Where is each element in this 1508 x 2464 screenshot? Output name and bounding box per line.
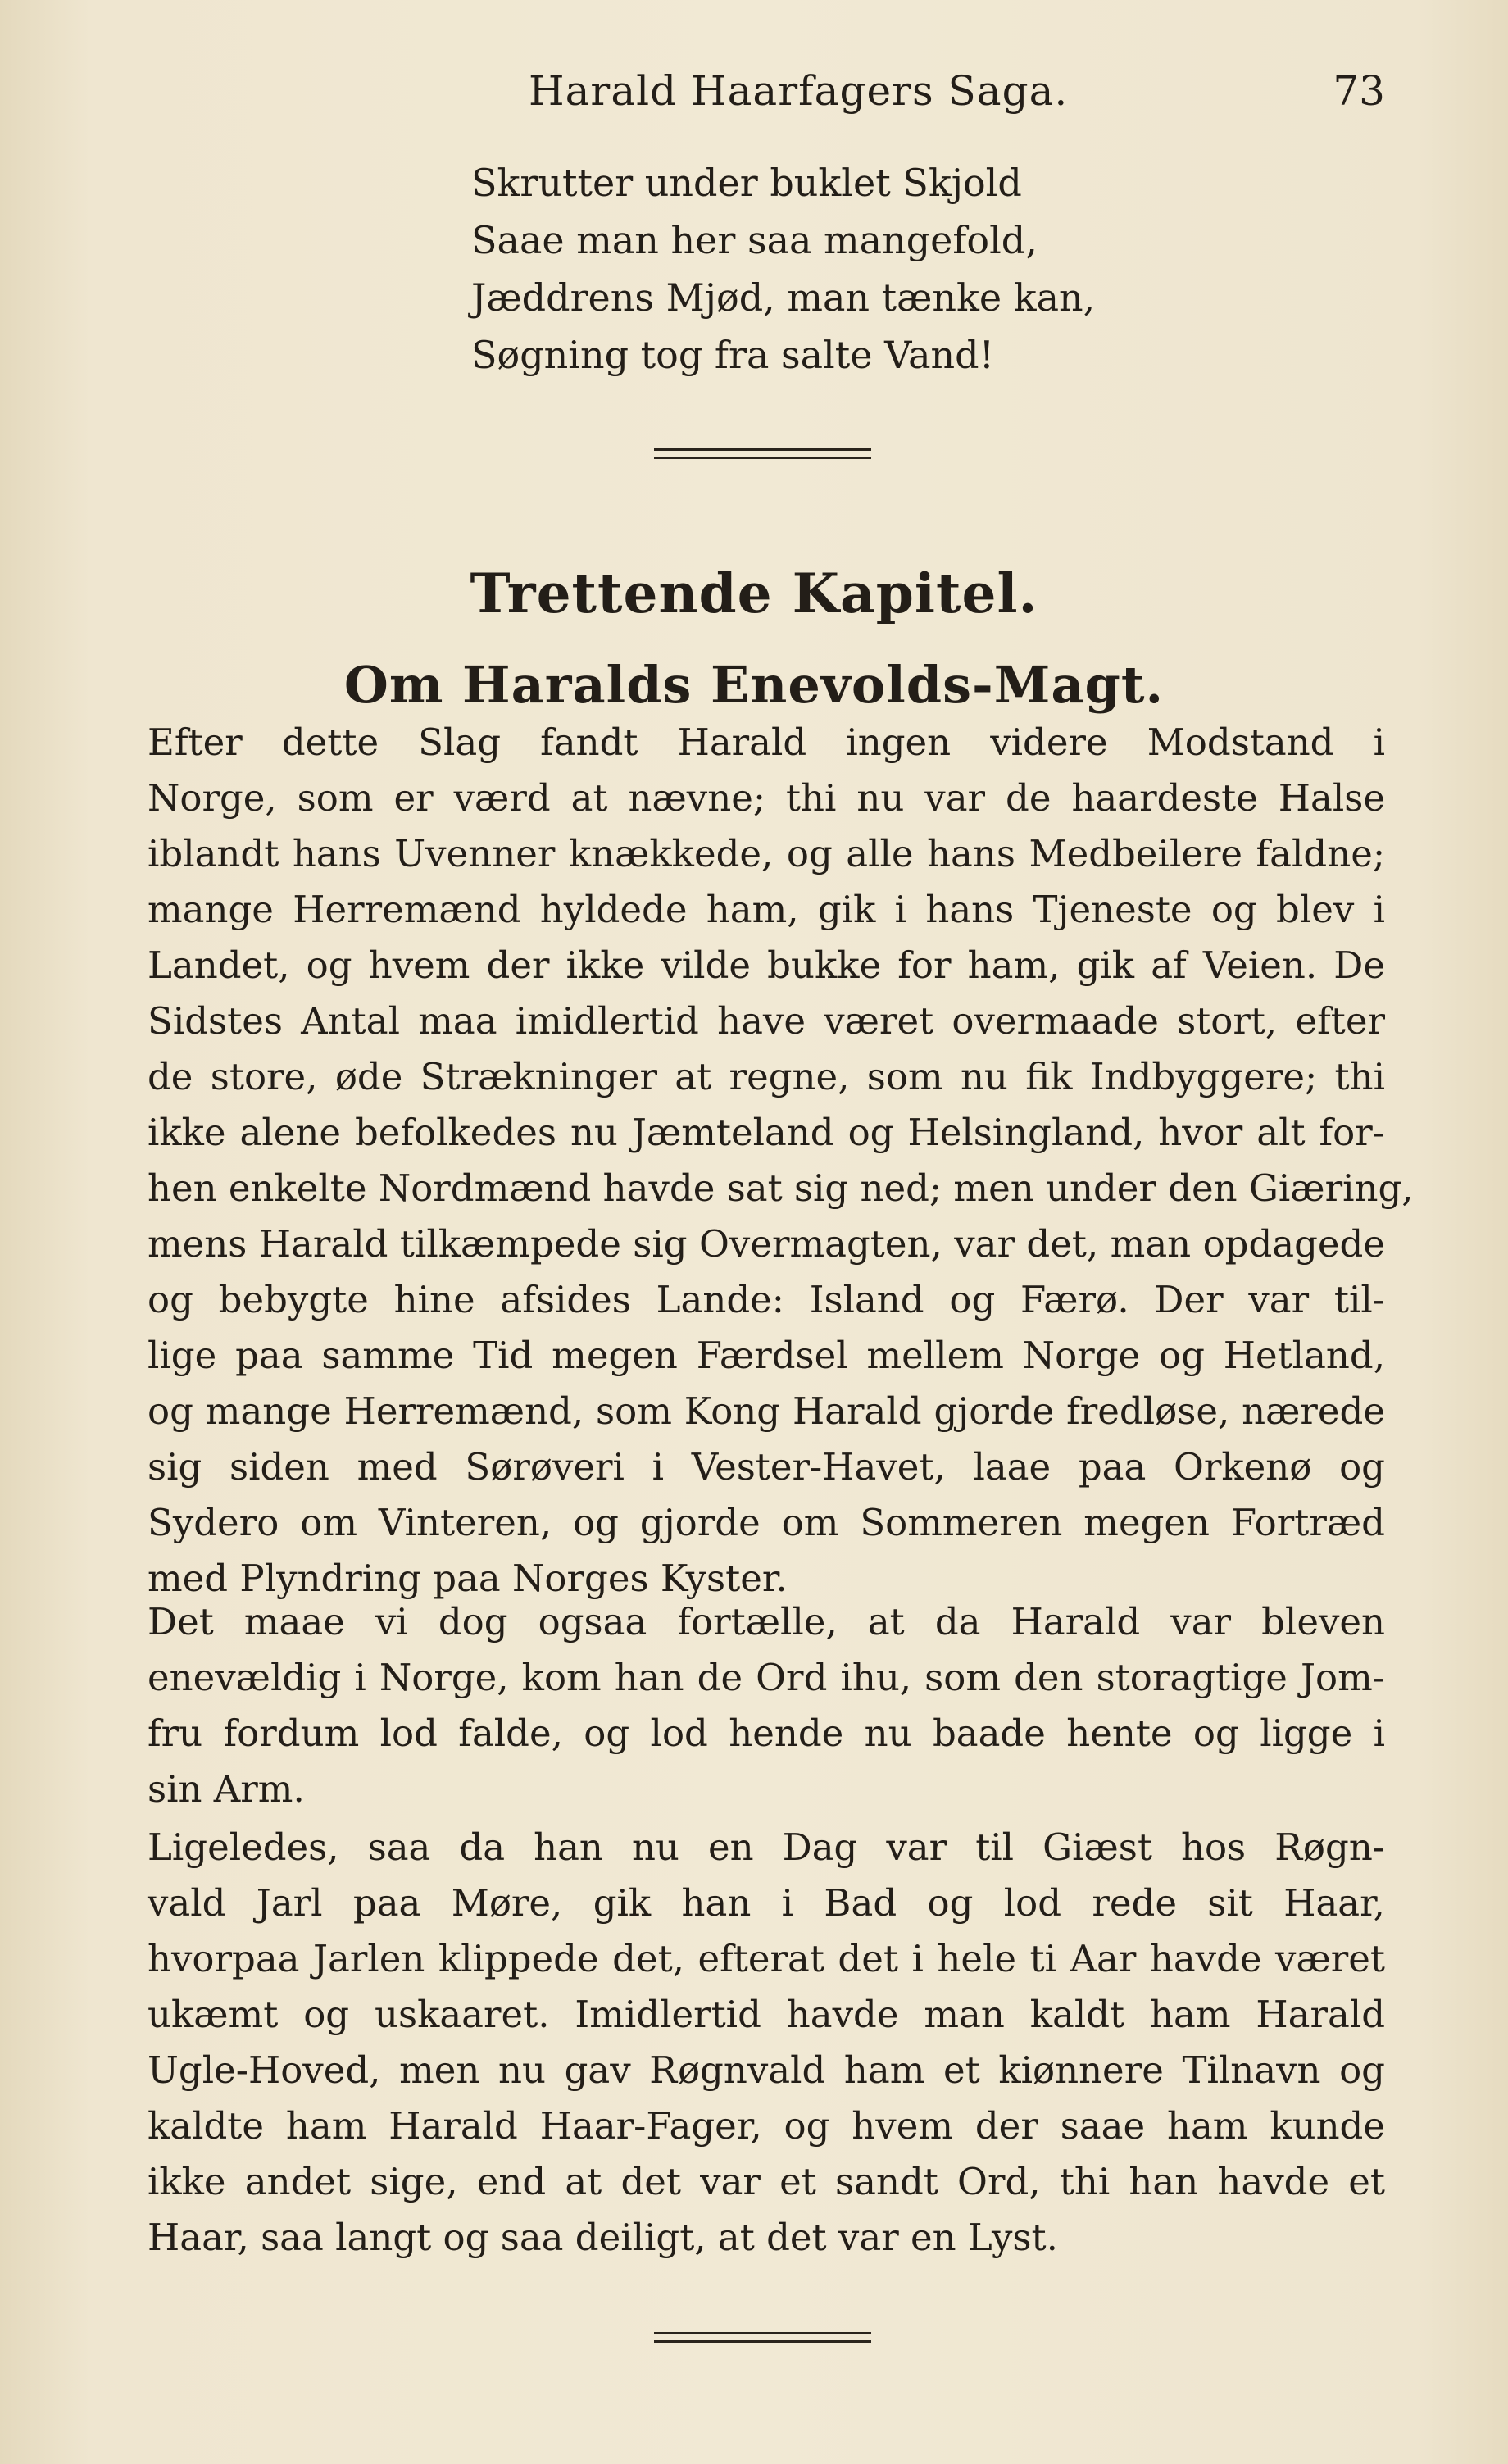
paragraph-3 — [148, 1820, 1385, 2266]
text-line: vald Jarl paa Møre, gik han i Bad og lod rede sit Haar, — [148, 1881, 1385, 1925]
poem-line: Søgning tog fra salte Vand! — [471, 333, 995, 377]
text-line: mange Herremænd hyldede ham, gik i hans Tjeneste og blev i — [148, 888, 1385, 931]
text-line: kaldte ham Harald Haar-Fager, og hvem der saae ham kunde — [148, 2104, 1385, 2148]
text-line: lige paa samme Tid megen Færdsel mellem Norge og Hetland, — [148, 1334, 1385, 1377]
text-line: ikke alene befolkedes nu Jæmteland og Helsingland, hvor alt for- — [148, 1111, 1385, 1154]
running-title: Harald Haarfagers Saga. — [529, 67, 1069, 115]
text-line: mens Harald tilkæmpede sig Overmagten, var det, man opdagede — [148, 1222, 1385, 1266]
chapter-heading: Trettende Kapitel. — [470, 561, 1038, 626]
text-line: hen enkelte Nordmænd havde sat sig ned; men under den Giæring, — [148, 1166, 1414, 1210]
poem-line: Saae man her saa mangefold, — [471, 218, 1038, 262]
text-line: Haar, saa langt og saa deiligt, at det var en Lyst. — [148, 2216, 1058, 2259]
text-line: hvorpaa Jarlen klippede det, efterat det i hele ti Aar havde været — [148, 1937, 1385, 1980]
text-line: Ugle-Hoved, men nu gav Røgnvald ham et kiønnere Tilnavn og — [148, 2048, 1385, 2092]
text-line: Norge, som er værd at nævne; thi nu var de haardeste Halse — [148, 776, 1385, 820]
text-line: Sydero om Vinteren, og gjorde om Sommeren megen Fortræd — [148, 1501, 1385, 1544]
text-line: Det maae vi dog ogsaa fortælle, at da Harald var bleven — [148, 1600, 1385, 1643]
paragraph-2 — [148, 1594, 1385, 1817]
text-line: fru fordum lod falde, og lod hende nu baade hente og ligge i — [148, 1712, 1385, 1755]
text-line: Sidstes Antal maa imidlertid have været overmaade stort, efter — [148, 999, 1385, 1043]
text-line: de store, øde Strækninger at regne, som nu fik Indbyggere; thi — [148, 1055, 1385, 1098]
text-line: og mange Herremænd, som Kong Harald gjorde fredløse, nærede — [148, 1389, 1385, 1433]
text-line: enevældig i Norge, kom han de Ord ihu, som den storagtige Jom- — [148, 1656, 1385, 1699]
text-line: Ligeledes, saa da han nu en Dag var til Giæst hos Røgn- — [148, 1825, 1385, 1869]
running-head — [148, 67, 1385, 125]
poem-stanza — [471, 154, 1094, 384]
section-divider — [654, 448, 871, 459]
paragraph-1 — [148, 715, 1414, 1607]
text-line: ikke andet sige, end at det var et sandt Ord, thi han havde et — [148, 2160, 1385, 2203]
text-line: ukæmt og uskaaret. Imidlertid havde man kaldt ham Harald — [148, 1993, 1385, 2036]
chapter-subtitle: Om Haralds Enevolds-Magt. — [343, 655, 1165, 716]
text-line: Landet, og hvem der ikke vilde bukke for ham, gik af Veien. De — [148, 943, 1385, 987]
text-line: sig siden med Sørøveri i Vester-Havet, laae paa Orkenø og — [148, 1445, 1385, 1489]
end-divider — [654, 2332, 871, 2343]
text-line: sin Arm. — [148, 1767, 305, 1811]
poem-line: Skrutter under buklet Skjold — [471, 161, 1022, 205]
text-line: og bebygte hine afsides Lande: Island og Færø. Der var til- — [148, 1278, 1385, 1321]
text-line: iblandt hans Uvenner knækkede, og alle hans Medbeilere faldne; — [148, 832, 1385, 875]
poem-line: Jæddrens Mjød, man tænke kan, — [471, 275, 1096, 320]
text-line: med Plyndring paa Norges Kyster. — [148, 1557, 788, 1600]
text-line: Efter dette Slag fandt Harald ingen videre Modstand i — [148, 721, 1385, 764]
page-number: 73 — [1333, 67, 1385, 115]
